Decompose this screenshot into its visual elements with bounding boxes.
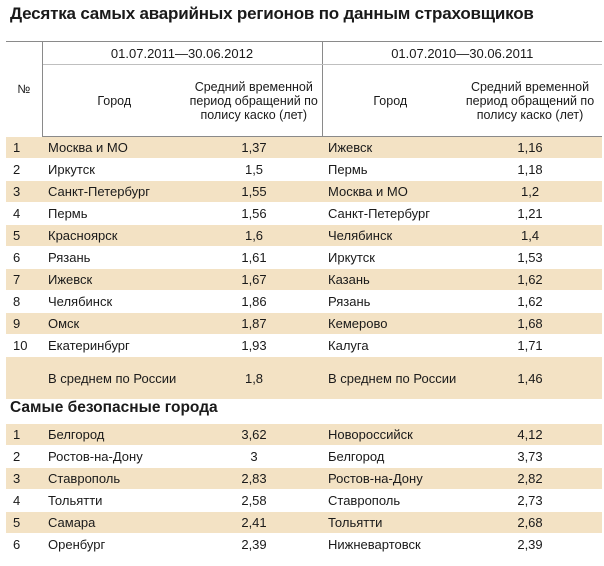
value1-header: Средний временной период обращений по полису каско (лет) <box>186 65 322 137</box>
city-2011: Нижневартовск <box>322 534 458 556</box>
city-2011: Тольятти <box>322 512 458 534</box>
page-title: Десятка самых аварийных регионов по данным страховщиков <box>10 4 534 23</box>
city-2012: Оренбург <box>42 534 186 556</box>
value-2012: 1,56 <box>186 203 322 225</box>
col-num-header: № <box>6 42 42 137</box>
city-2012: Красноярск <box>42 225 186 247</box>
row-number: 5 <box>6 512 42 534</box>
city-2012: Тольятти <box>42 490 186 512</box>
safe-rows <box>6 424 602 556</box>
value-2011: 1,18 <box>458 159 602 181</box>
period2-header: 01.07.2010—30.06.2011 <box>322 42 602 65</box>
city-2011: Ставрополь <box>322 490 458 512</box>
city-2012: Санкт-Петербург <box>42 181 186 203</box>
table-row <box>6 424 602 446</box>
row-number: 9 <box>6 313 42 335</box>
value-2012: 1,67 <box>186 269 322 291</box>
city-2011: Калуга <box>322 335 458 357</box>
average-row <box>6 357 602 400</box>
city-2012: Москва и МО <box>42 137 186 159</box>
row-number: 2 <box>6 446 42 468</box>
row-number: 3 <box>6 181 42 203</box>
table-row <box>6 490 602 512</box>
value-2011: 1,71 <box>458 335 602 357</box>
row-number: 10 <box>6 335 42 357</box>
city-2012: Челябинск <box>42 291 186 313</box>
row-number: 7 <box>6 269 42 291</box>
value-2011: 1,53 <box>458 247 602 269</box>
city-2011: Санкт-Петербург <box>322 203 458 225</box>
row-number: 3 <box>6 468 42 490</box>
value-2012: 1,61 <box>186 247 322 269</box>
value-2012: 2,83 <box>186 468 322 490</box>
value-2012: 1,6 <box>186 225 322 247</box>
value-2012: 2,58 <box>186 490 322 512</box>
value-2011: 4,12 <box>458 424 602 446</box>
row-number: 5 <box>6 225 42 247</box>
city-2012: Белгород <box>42 424 186 446</box>
table-row <box>6 137 602 159</box>
city-2011: Челябинск <box>322 225 458 247</box>
value-2012: 1,93 <box>186 335 322 357</box>
average-value-2011: 1,46 <box>458 357 602 400</box>
city-2011: Рязань <box>322 291 458 313</box>
city-2012: Иркутск <box>42 159 186 181</box>
city-2011: Казань <box>322 269 458 291</box>
value-2011: 1,62 <box>458 291 602 313</box>
average-label-2011: В среднем по России <box>322 357 458 400</box>
table-row <box>6 446 602 468</box>
value-2012: 3,62 <box>186 424 322 446</box>
row-number <box>6 357 42 400</box>
city-2011: Ростов-на-Дону <box>322 468 458 490</box>
row-number: 4 <box>6 490 42 512</box>
average-label-2012: В среднем по России <box>42 357 186 400</box>
table-row <box>6 203 602 225</box>
value-2011: 1,16 <box>458 137 602 159</box>
value-2011: 1,62 <box>458 269 602 291</box>
value-2012: 3 <box>186 446 322 468</box>
city-2011: Москва и МО <box>322 181 458 203</box>
city-2012: Ростов-на-Дону <box>42 446 186 468</box>
table-row <box>6 269 602 291</box>
period1-header: 01.07.2011—30.06.2012 <box>42 42 322 65</box>
city-2012: Рязань <box>42 247 186 269</box>
row-number: 8 <box>6 291 42 313</box>
value-2012: 2,41 <box>186 512 322 534</box>
table-row <box>6 159 602 181</box>
value-2011: 2,82 <box>458 468 602 490</box>
city-2011: Ижевск <box>322 137 458 159</box>
value-2012: 2,39 <box>186 534 322 556</box>
table-row <box>6 225 602 247</box>
value-2011: 2,73 <box>458 490 602 512</box>
average-value-2012: 1,8 <box>186 357 322 400</box>
row-number: 6 <box>6 247 42 269</box>
table-row <box>6 247 602 269</box>
value-2012: 1,87 <box>186 313 322 335</box>
value2-header: Средний временной период обращений по полису каско (лет) <box>458 65 602 137</box>
safe-cities-title: Самые безопасные города <box>10 399 218 416</box>
city-2012: Ижевск <box>42 269 186 291</box>
city-2011: Белгород <box>322 446 458 468</box>
table-row <box>6 291 602 313</box>
row-number: 4 <box>6 203 42 225</box>
dangerous-rows <box>6 137 602 400</box>
city-2012: Омск <box>42 313 186 335</box>
value-2011: 1,2 <box>458 181 602 203</box>
row-number: 6 <box>6 534 42 556</box>
table-row <box>6 468 602 490</box>
value-2011: 2,39 <box>458 534 602 556</box>
value-2012: 1,5 <box>186 159 322 181</box>
table-row <box>6 181 602 203</box>
city-2011: Кемерово <box>322 313 458 335</box>
value-2012: 1,86 <box>186 291 322 313</box>
table-row <box>6 512 602 534</box>
value-2011: 1,68 <box>458 313 602 335</box>
safe-cities-table <box>6 424 602 556</box>
city-2012: Ставрополь <box>42 468 186 490</box>
table-row <box>6 534 602 556</box>
row-number: 1 <box>6 424 42 446</box>
city-2012: Екатеринбург <box>42 335 186 357</box>
city-2011: Новороссийск <box>322 424 458 446</box>
city-2011: Иркутск <box>322 247 458 269</box>
city-2012: Пермь <box>42 203 186 225</box>
table-row <box>6 313 602 335</box>
row-number: 2 <box>6 159 42 181</box>
city1-header: Город <box>42 65 186 137</box>
value-2011: 1,4 <box>458 225 602 247</box>
row-number: 1 <box>6 137 42 159</box>
value-2011: 1,21 <box>458 203 602 225</box>
value-2011: 3,73 <box>458 446 602 468</box>
dangerous-regions-table <box>6 42 602 400</box>
value-2011: 2,68 <box>458 512 602 534</box>
city2-header: Город <box>322 65 458 137</box>
value-2012: 1,37 <box>186 137 322 159</box>
value-2012: 1,55 <box>186 181 322 203</box>
city-2011: Пермь <box>322 159 458 181</box>
table-row <box>6 335 602 357</box>
city-2012: Самара <box>42 512 186 534</box>
